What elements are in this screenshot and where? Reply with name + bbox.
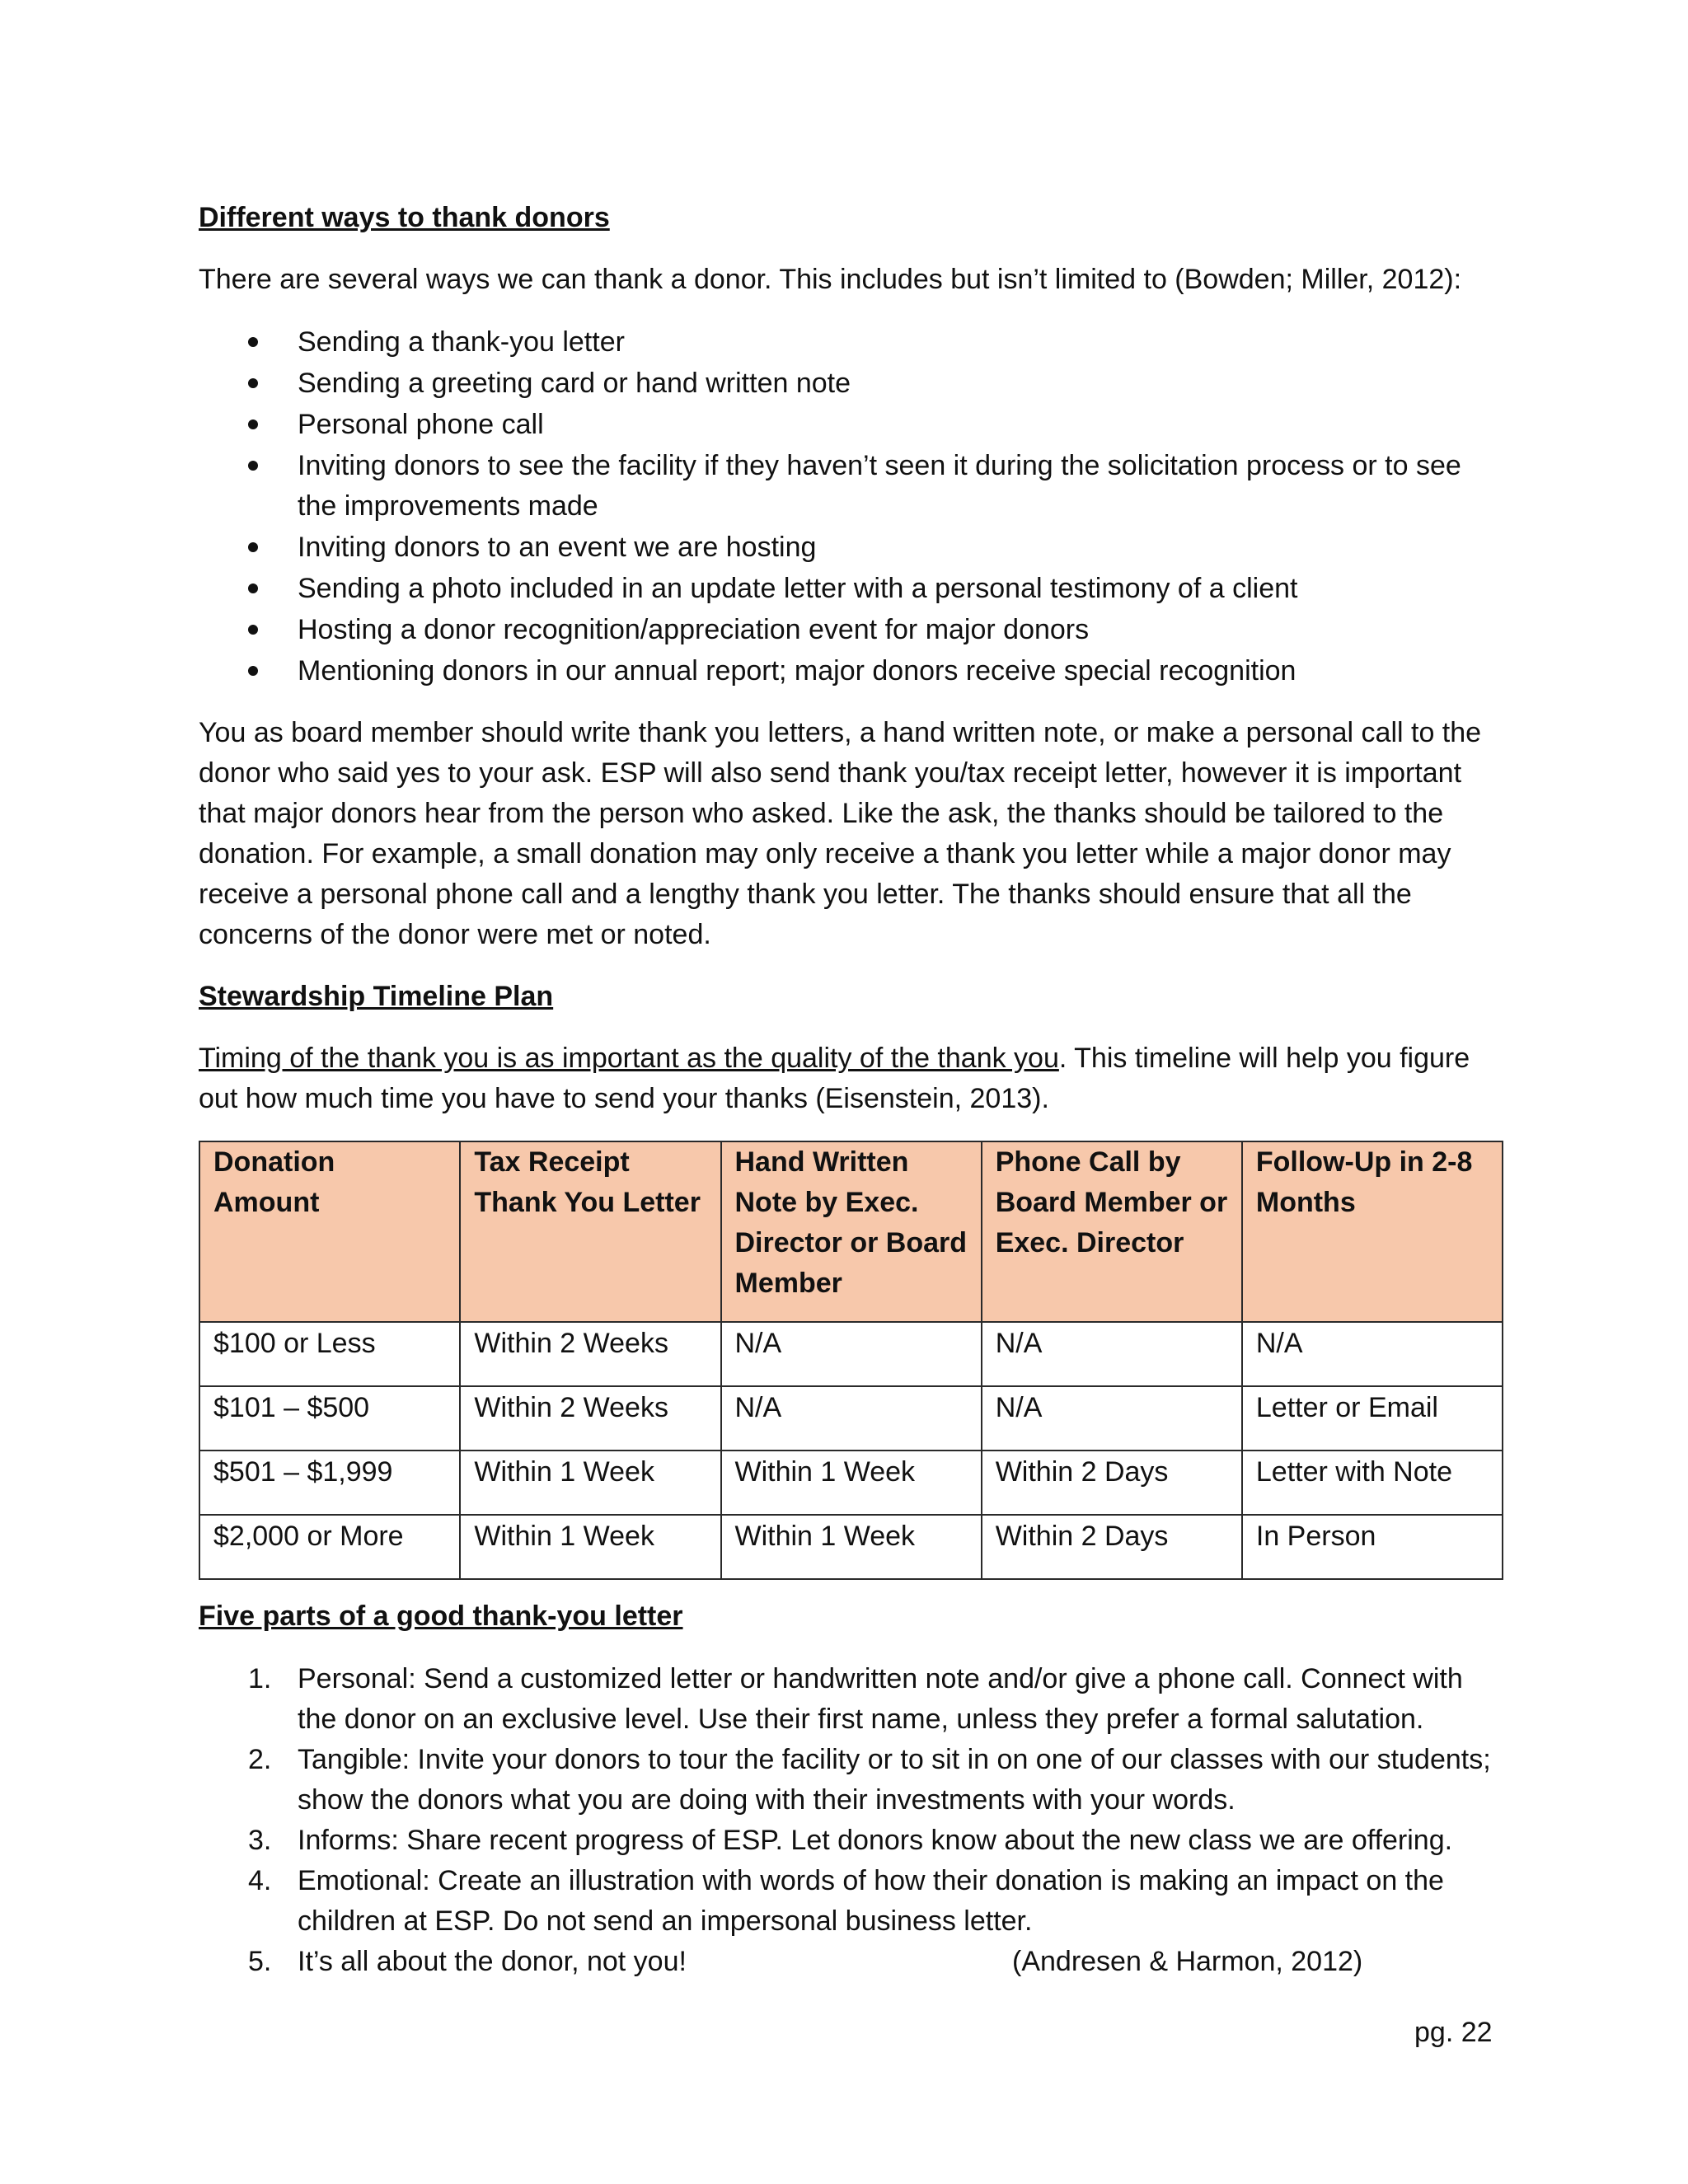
table-cell: Within 2 Days: [982, 1451, 1242, 1515]
list-number: 3.: [248, 1825, 272, 1856]
table-cell: $100 or Less: [199, 1322, 460, 1386]
table-cell: Within 2 Weeks: [460, 1386, 720, 1451]
list-item: Sending a photo included in an update letter with a personal testimony of a client: [199, 569, 1505, 609]
bullet-icon: [248, 583, 258, 593]
table-cell: N/A: [721, 1322, 982, 1386]
list-number: 5.: [248, 1946, 272, 1977]
thank-methods-list: [199, 322, 1505, 691]
page-content: [199, 198, 1505, 1982]
bullet-icon: [248, 542, 258, 552]
table-cell: N/A: [1242, 1322, 1503, 1386]
stewardship-timeline-table: [199, 1141, 1503, 1580]
list-item: Sending a thank-you letter: [199, 322, 1505, 363]
table-row: [199, 1515, 1503, 1579]
bullet-icon: [248, 461, 258, 471]
list-number: 4.: [248, 1865, 272, 1896]
table-cell: $501 – $1,999: [199, 1451, 460, 1515]
column-header: Phone Call by Board Member or Exec. Director: [982, 1141, 1242, 1322]
list-item: Inviting donors to an event we are hosting: [199, 527, 1505, 568]
list-item: Hosting a donor recognition/appreciation event for major donors: [199, 610, 1505, 650]
section-heading-stewardship: Stewardship Timeline Plan: [199, 981, 554, 1012]
column-header: Hand Written Note by Exec. Director or Board Member: [721, 1141, 982, 1322]
table-cell: Within 2 Days: [982, 1515, 1242, 1579]
table-header-row: [199, 1141, 1503, 1322]
bullet-icon: [248, 378, 258, 388]
five-parts-list: [199, 1659, 1505, 1982]
list-item: 3. Informs: Share recent progress of ESP. Let donors know about the new class we are offering.: [199, 1821, 1505, 1861]
table-cell: Letter or Email: [1242, 1386, 1503, 1451]
bullet-icon: [248, 419, 258, 429]
table-cell: Within 1 Week: [721, 1451, 982, 1515]
bullet-icon: [248, 337, 258, 347]
bullet-icon: [248, 666, 258, 676]
table-row: [199, 1386, 1503, 1451]
table-cell: $101 – $500: [199, 1386, 460, 1451]
table-cell: Letter with Note: [1242, 1451, 1503, 1515]
table-cell: N/A: [721, 1386, 982, 1451]
table-cell: $2,000 or More: [199, 1515, 460, 1579]
table-cell: N/A: [982, 1386, 1242, 1451]
list-item: Sending a greeting card or hand written note: [199, 363, 1505, 404]
table-cell: N/A: [982, 1322, 1242, 1386]
column-header: Tax Receipt Thank You Letter: [460, 1141, 720, 1322]
section-heading-thank-donors: Different ways to thank donors: [199, 202, 610, 233]
table-cell: Within 2 Weeks: [460, 1322, 720, 1386]
table-cell: Within 1 Week: [460, 1451, 720, 1515]
list-number: 1.: [248, 1663, 272, 1694]
bullet-icon: [248, 625, 258, 635]
table-row: [199, 1451, 1503, 1515]
list-item: Inviting donors to see the facility if they haven’t seen it during the solicitation process or to see the improvements made: [199, 446, 1505, 527]
table-cell: Within 1 Week: [460, 1515, 720, 1579]
column-header: Donation Amount: [199, 1141, 460, 1322]
timing-emphasis: Timing of the thank you is as important as the quality of the thank you: [199, 1043, 1059, 1074]
list-item: 4. Emotional: Create an illustration with words of how their donation is making an impact on the children at ESP. Do not send an impersonal business letter.: [199, 1861, 1505, 1942]
section-heading-five-parts: Five parts of a good thank-you letter: [199, 1601, 683, 1632]
table-row: [199, 1322, 1503, 1386]
table-cell: Within 1 Week: [721, 1515, 982, 1579]
board-member-paragraph: You as board member should write thank you letters, a hand written note, or make a personal call to the donor who said yes to your ask. ESP will also send thank you/tax receipt letter, however it is important that major donors hear from the person who asked. Like the ask, the thanks should be tailored to the donation. For example, a small donation may only receive a thank you letter while a major donor may receive a personal phone call and a lengthy thank you letter. The thanks should ensure that all the concerns of the donor were met or noted.: [199, 717, 1482, 950]
list-item: 1. Personal: Send a customized letter or handwritten note and/or give a phone call. Connect with the donor on an exclusive level. Use their first name, unless they prefer a formal salutation.: [199, 1659, 1505, 1740]
list-item: 5. It’s all about the donor, not you! (Andresen & Harmon, 2012): [199, 1942, 1505, 1982]
intro-paragraph: There are several ways we can thank a donor. This includes but isn’t limited to (Bowden; Miller, 2012):: [199, 264, 1462, 295]
timing-rest: . This timeline will help you figure out how much time you have to send your thanks (Eisenstein, 2013).: [199, 1043, 1470, 1114]
list-item: Mentioning donors in our annual report; major donors receive special recognition: [199, 651, 1505, 691]
list-item: Personal phone call: [199, 405, 1505, 445]
timing-paragraph: [199, 1038, 1505, 1119]
page-number: pg. 22: [1414, 2017, 1493, 2048]
column-header: Follow-Up in 2-8 Months: [1242, 1141, 1503, 1322]
list-number: 2.: [248, 1744, 272, 1775]
citation: (Andresen & Harmon, 2012): [1012, 1946, 1363, 1977]
list-item: 2. Tangible: Invite your donors to tour the facility or to sit in on one of our classes with our students; show the donors what you are doing with their investments with your words.: [199, 1740, 1505, 1821]
table-cell: In Person: [1242, 1515, 1503, 1579]
